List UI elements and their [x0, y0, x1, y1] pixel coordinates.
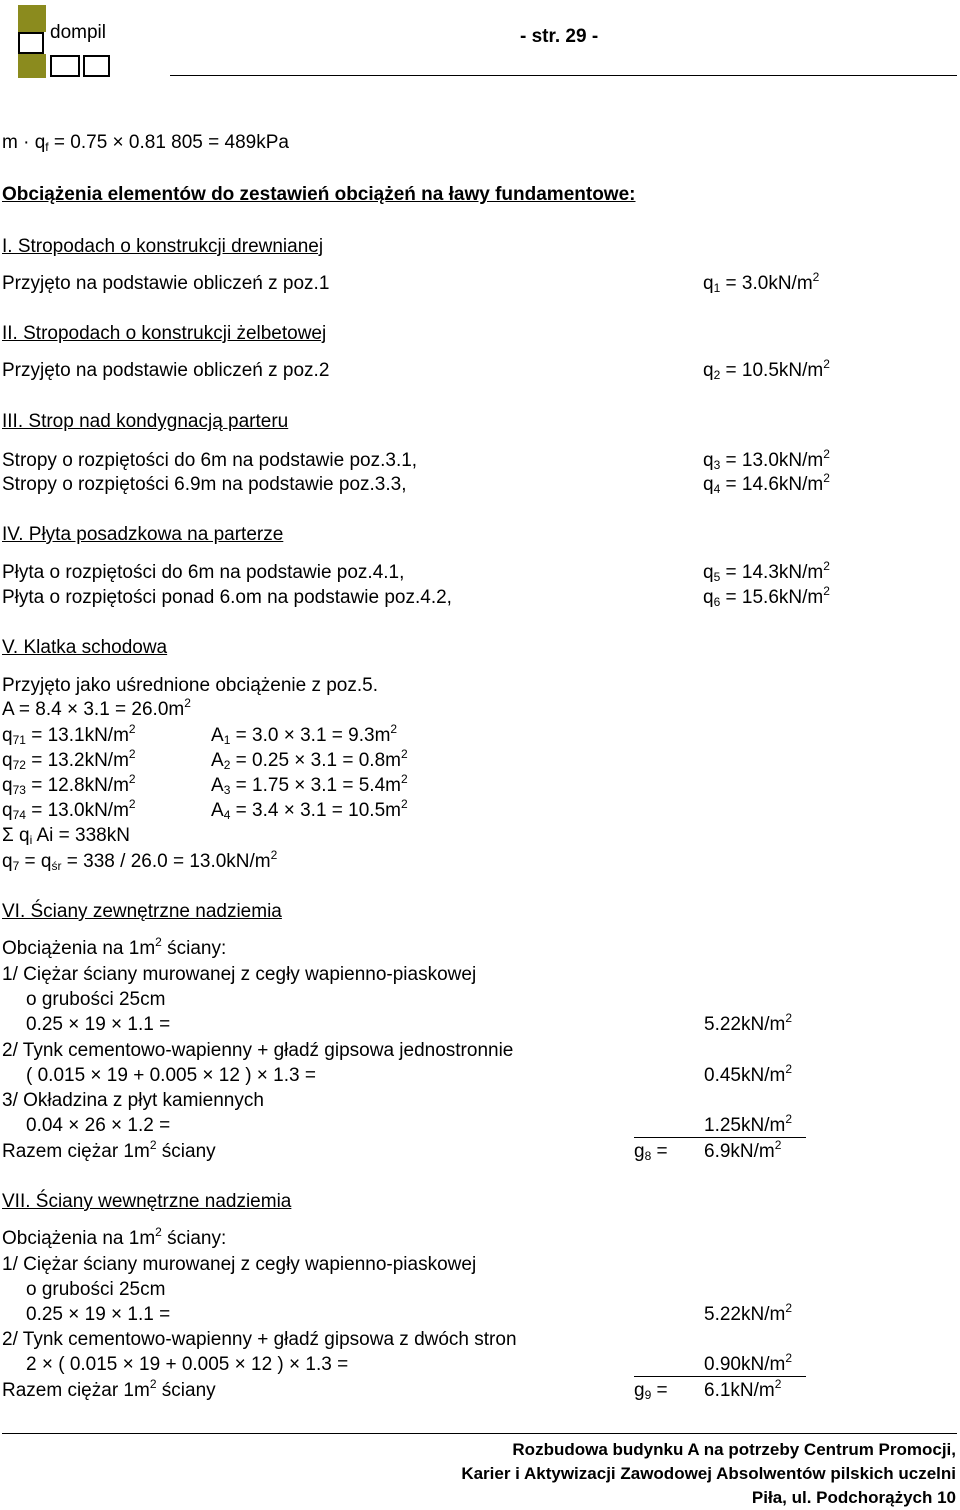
- a1-value: $A_1 = 3.0 \times 3.1 = 9.3m^2$: [211, 722, 398, 747]
- section-3-title: III. Strop nad kondygnacją parteru: [2, 411, 289, 432]
- q4-value: $q_4 = 14.6kN/m^2$: [703, 471, 830, 496]
- section-1-line: Przyjęto na podstawie obliczeń z poz.1: [2, 273, 330, 294]
- section-2-title: II. Stropodach o konstrukcji żelbetowej: [2, 323, 327, 344]
- section-6-item-1: 1/ Ciężar ściany murowanej z cegły wapienno-piaskowej: [2, 964, 477, 985]
- section-6-item-3: 3/ Okładzina z płyt kamiennych: [2, 1090, 264, 1111]
- section-6-total-label: Razem ciężar $1m^2$ ściany: [2, 1138, 216, 1162]
- section-6-loads-label: Obciążenia na $1m^2$ ściany:: [2, 935, 227, 959]
- section-5-title: V. Klatka schodowa: [2, 637, 168, 658]
- section-7-item-2-value: $0.90kN/m^2$: [704, 1351, 792, 1375]
- section-1-title: I. Stropodach o konstrukcji drewnianej: [2, 236, 324, 257]
- g8-value: $6.9kN/m^2$: [704, 1138, 782, 1162]
- section-7-title: VII. Ściany wewnętrzne nadziemia: [2, 1191, 292, 1212]
- section-7-item-2: 2/ Tynk cementowo-wapienny + gładź gipsowa z dwóch stron: [2, 1329, 517, 1350]
- main-heading: Obciążenia elementów do zestawień obciążeń na ławy fundamentowe:: [2, 184, 636, 205]
- section-6-item-1-value: $5.22kN/m^2$: [704, 1011, 792, 1035]
- logo-square-olive: [18, 54, 46, 78]
- q71-value: $q_{71} = 13.1kN/m^2$: [2, 722, 136, 747]
- section-7-item-1-value: $5.22kN/m^2$: [704, 1301, 792, 1325]
- q72-value: $q_{72} = 13.2kN/m^2$: [2, 747, 136, 772]
- section-6-item-1-calc: 0.25 × 19 × 1.1 =: [26, 1014, 171, 1035]
- section-6-item-1-thickness: o grubości 25cm: [26, 989, 166, 1010]
- section-2-line: Przyjęto na podstawie obliczeń z poz.2: [2, 360, 330, 381]
- section-3-line-1: Stropy o rozpiętości do 6m na podstawie poz.3.1,: [2, 450, 418, 471]
- g9-value: $6.1kN/m^2$: [704, 1377, 782, 1401]
- a4-value: $A_4 = 3.4 \times 3.1 = 10.5m^2$: [211, 797, 408, 822]
- section-6-item-2-value: $0.45kN/m^2$: [704, 1062, 792, 1086]
- footer-line-3: Piła, ul. Podchorążych 10: [751, 1488, 956, 1507]
- stair-area: $A = 8.4 \times 3.1 = 26.0m^2$: [2, 696, 191, 720]
- section-7-item-1: 1/ Ciężar ściany murowanej z cegły wapienno-piaskowej: [2, 1254, 477, 1275]
- section-7-item-1-thickness: o grubości 25cm: [26, 1279, 166, 1300]
- average-load: $q_7 = q_{śr} = 338 / 26.0 = 13.0kN/m^2$: [2, 848, 278, 873]
- q5-value: $q_5 = 14.3kN/m^2$: [703, 559, 830, 584]
- section-5-line: Przyjęto jako uśrednione obciążenie z poz.5.: [2, 675, 379, 696]
- header-rule: [170, 75, 957, 76]
- logo-square: [83, 55, 110, 77]
- soil-pressure-line: $m \cdot q_f = 0.75 \times 0.81$ 805 = 489kPa: [2, 132, 289, 154]
- q73-value: $q_{73} = 12.8kN/m^2$: [2, 772, 136, 797]
- footer: [461, 1438, 956, 1510]
- section-6-item-3-calc: 0.04 × 26 × 1.2 =: [26, 1115, 171, 1136]
- logo-square-olive: [18, 5, 46, 32]
- section-4-line-1: Płyta o rozpiętości do 6m na podstawie poz.4.1,: [2, 562, 405, 583]
- section-7-total-label: Razem ciężar $1m^2$ ściany: [2, 1377, 216, 1401]
- section-6-item-3-value: $1.25kN/m^2$: [704, 1112, 792, 1136]
- section-6-title: VI. Ściany zewnętrzne nadziemia: [2, 901, 282, 922]
- section-7-item-2-calc: 2 × ( 0.015 × 19 + 0.005 × 12 ) × 1.3 =: [26, 1354, 349, 1375]
- page-number: - str. 29 -: [520, 26, 599, 47]
- section-4-line-2: Płyta o rozpiętości ponad 6.om na podstawie poz.4.2,: [2, 587, 452, 608]
- q3-value: $q_3 = 13.0kN/m^2$: [703, 447, 830, 472]
- load-sum: Σ $q_i$ Ai = 338kN: [2, 825, 130, 847]
- section-6-item-2-calc: ( 0.015 × 19 + 0.005 × 12 ) × 1.3 =: [26, 1065, 316, 1086]
- footer-line-1: Rozbudowa budynku A na potrzeby Centrum Promocji,: [512, 1440, 956, 1459]
- a3-value: $A_3 = 1.75 \times 3.1 = 5.4m^2$: [211, 772, 408, 797]
- footer-line-2: Karier i Aktywizacji Zawodowej Absolwentów pilskich uczelni: [461, 1464, 956, 1483]
- q6-value: $q_6 = 15.6kN/m^2$: [703, 584, 830, 609]
- section-6-item-2: 2/ Tynk cementowo-wapienny + gładź gipsowa jednostronnie: [2, 1040, 514, 1061]
- footer-rule: [2, 1433, 957, 1434]
- logo-square: [50, 55, 80, 77]
- section-4-title: IV. Płyta posadzkowa na parterze: [2, 524, 284, 545]
- g9-label: $g_9$ =: [634, 1380, 668, 1402]
- section-7-loads-label: Obciążenia na $1m^2$ ściany:: [2, 1225, 227, 1249]
- section-3-line-2: Stropy o rozpiętości 6.9m na podstawie poz.3.3,: [2, 474, 407, 495]
- q2-value: $q_2 = 10.5kN/m^2$: [703, 357, 830, 382]
- g8-label: $g_8$ =: [634, 1141, 668, 1163]
- a2-value: $A_2 = 0.25 \times 3.1 = 0.8m^2$: [211, 747, 408, 772]
- logo-text: dompil: [50, 22, 106, 43]
- q1-value: $q_1 = 3.0kN/m^2$: [703, 270, 820, 295]
- q74-value: $q_{74} = 13.0kN/m^2$: [2, 797, 136, 822]
- section-7-item-1-calc: 0.25 × 19 × 1.1 =: [26, 1304, 171, 1325]
- logo-square: [18, 32, 44, 54]
